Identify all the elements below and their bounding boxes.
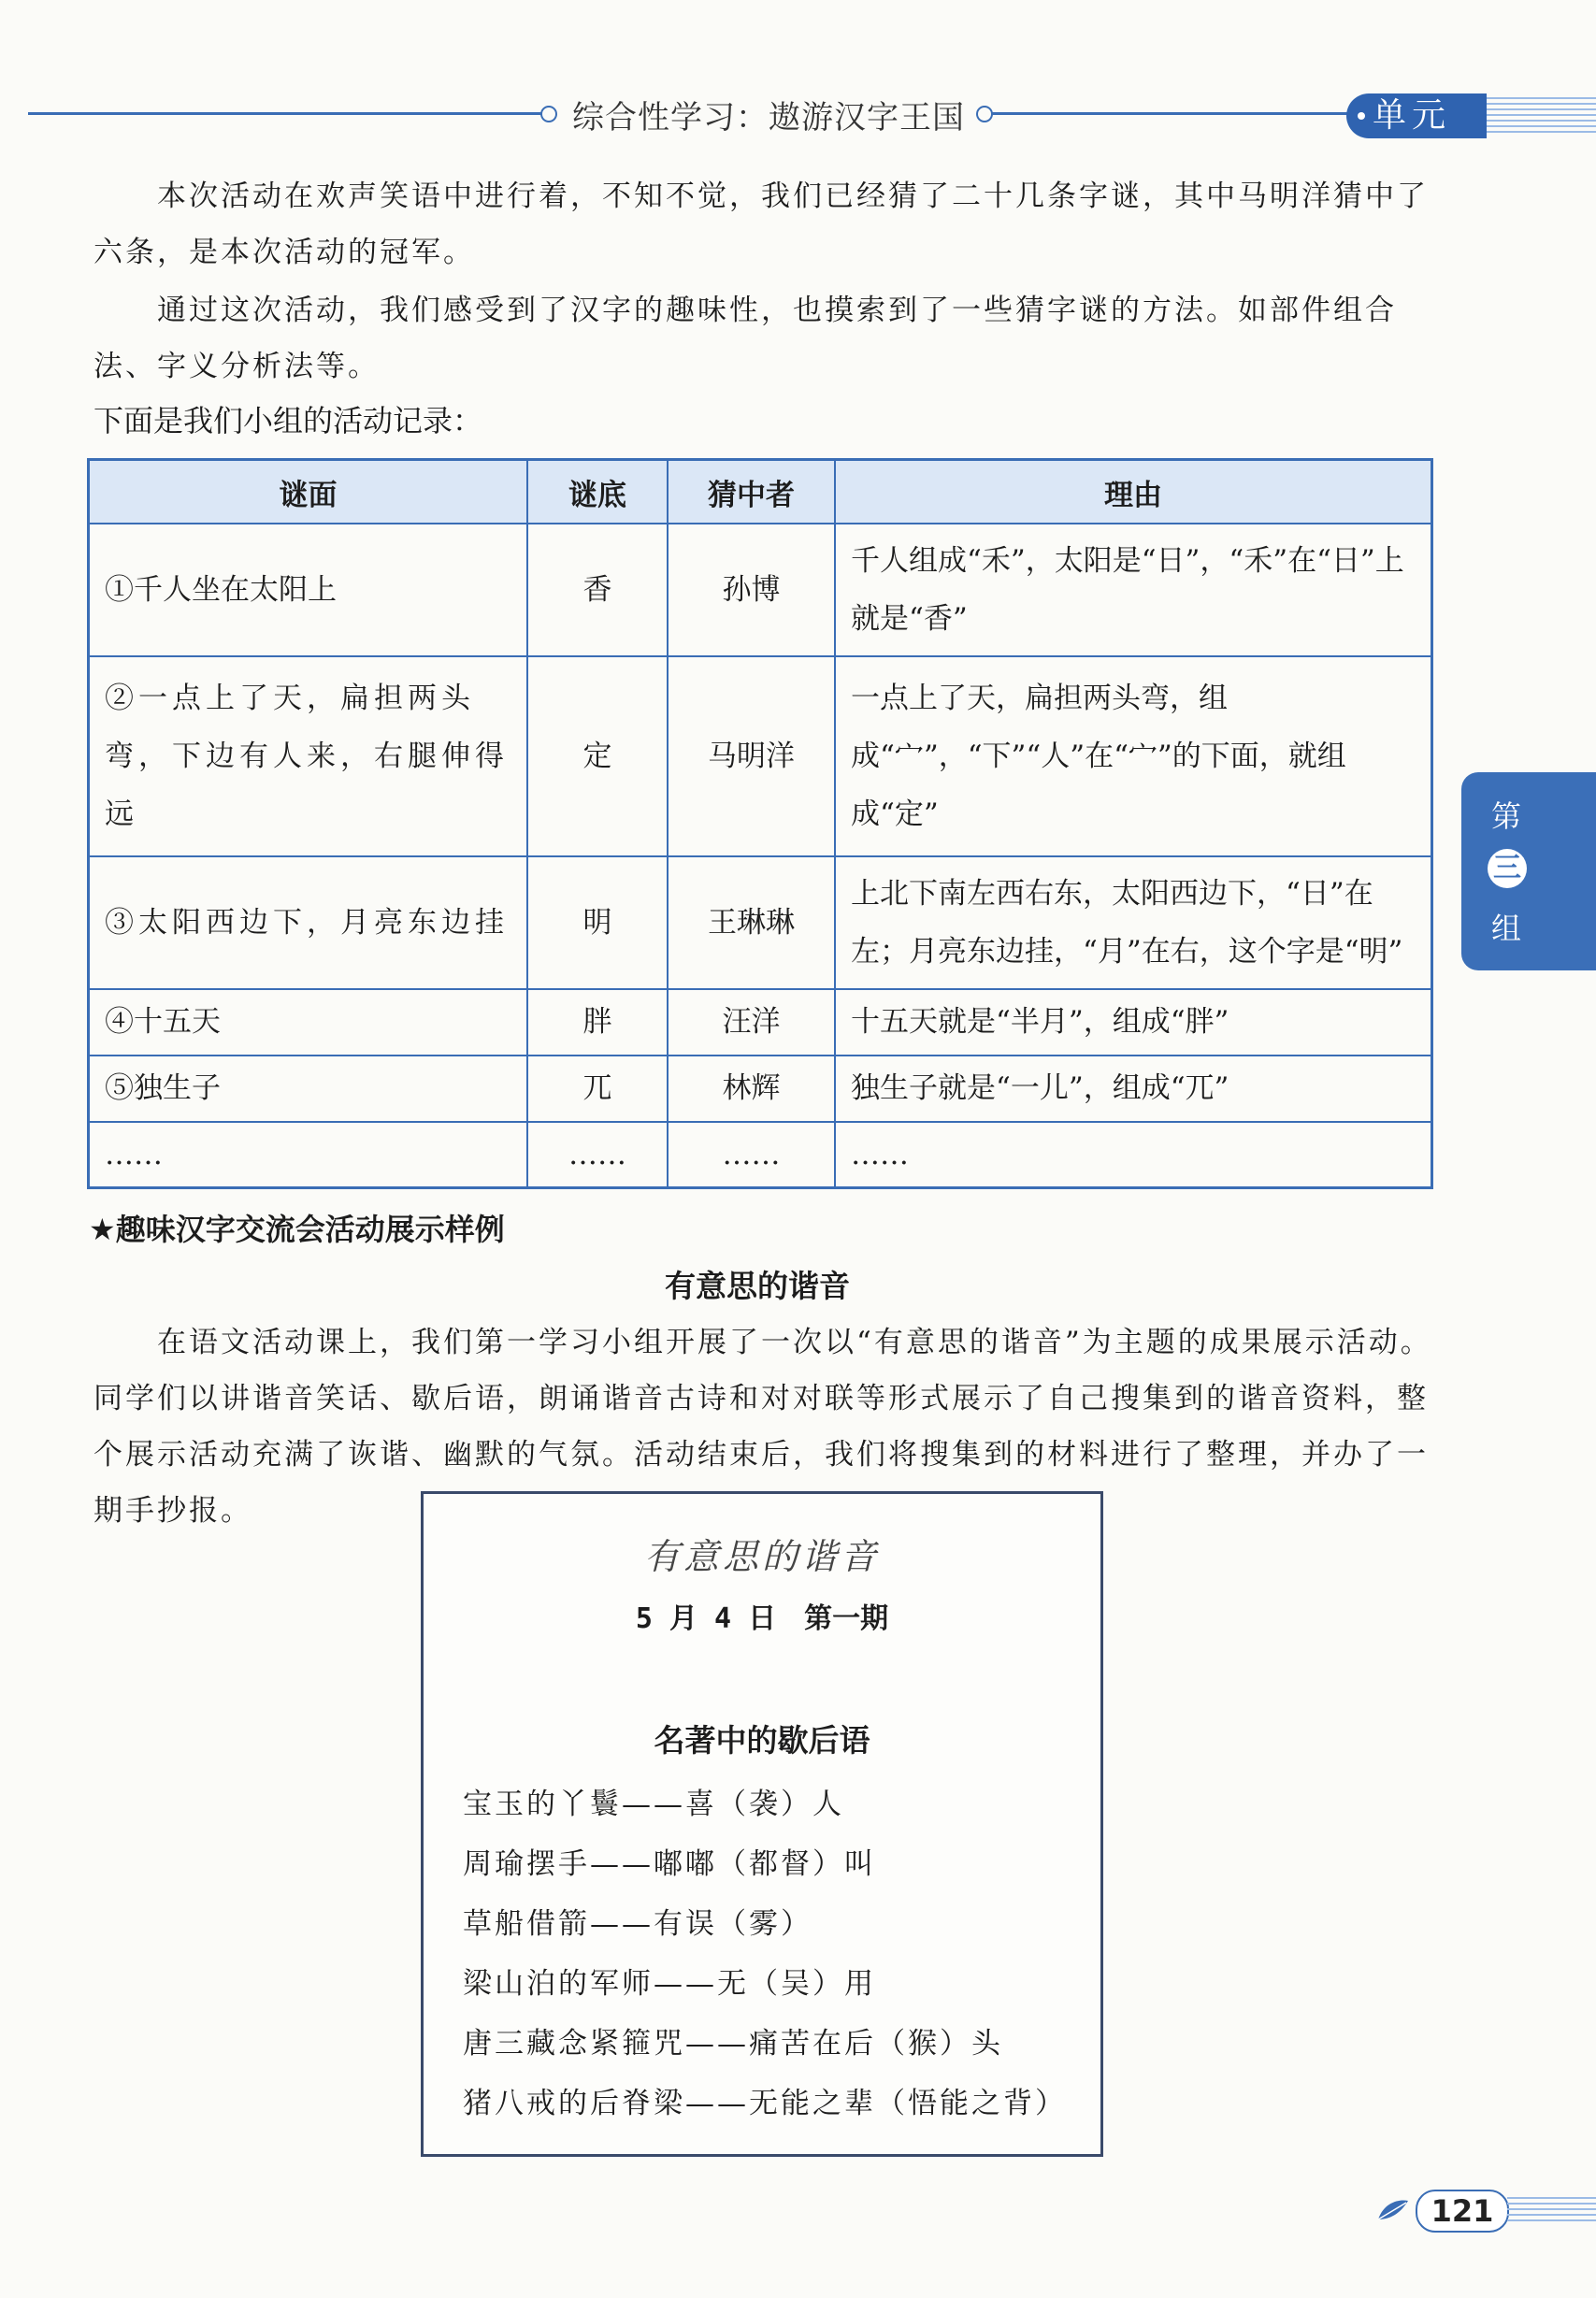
side-tab-number: 三: [1488, 849, 1527, 888]
header-stripes: [1487, 97, 1596, 136]
header-cell-riddle: 谜面: [89, 460, 528, 524]
cell-answer: 兀: [527, 1056, 668, 1122]
cell-riddle: ③太阳西边下，月亮东边挂: [89, 856, 528, 989]
article-title: 有意思的谐音: [665, 1268, 850, 1304]
table-row: [89, 1056, 1432, 1122]
list-item: 草船借箭——有误（雾）: [463, 1907, 812, 1941]
header-cell-guesser: 猜中者: [668, 460, 835, 524]
table-row: [89, 1122, 1432, 1188]
cell-guesser: ……: [668, 1122, 835, 1188]
paragraph-methods: 通过这次活动，我们感受到了汉字的趣味性，也摸索到了一些猜字谜的方法。如部件组合法、字义分析法等。: [93, 294, 1397, 383]
header-cell-answer: 谜底: [527, 460, 668, 524]
paragraph-showcase: 在语文活动课上，我们第一学习小组开展了一次以“有意思的谐音”为主题的成果展示活动。同学们以讲谐音笑话、歇后语，朗诵谐音古诗和对对联等形式展示了自己搜集到的谐音资料，整个展示活动充满了诙谐、幽默的气氛。活动结束后，我们将搜集到的材料进行了整理，并办了一期手抄报。: [93, 1326, 1432, 1528]
cell-riddle: ……: [89, 1122, 528, 1188]
table-row: [89, 524, 1432, 656]
list-item: 周瑜摆手——嘟嘟（都督）叫: [463, 1847, 876, 1881]
table-header-row: [89, 460, 1432, 524]
cell-guesser: 林辉: [668, 1056, 835, 1122]
cell-answer: 定: [527, 656, 668, 857]
showcase-heading: ★趣味汉字交流会活动展示样例: [89, 1212, 505, 1247]
list-item: 梁山泊的军师——无（吴）用: [463, 1967, 876, 2001]
newspaper-date: 5 月 4 日 第一期: [635, 1602, 889, 1635]
cell-reason: ……: [835, 1122, 1432, 1188]
newspaper-section-title: 名著中的歇后语: [654, 1722, 870, 1759]
cell-answer: 香: [527, 524, 668, 656]
cell-riddle: ①千人坐在太阳上: [89, 524, 528, 656]
paragraph-summary: 本次活动在欢声笑语中进行着，不知不觉，我们已经猜了二十几条字谜，其中马明洋猜中了六条，是本次活动的冠军。: [93, 180, 1429, 269]
table-lead-text: 下面是我们小组的活动记录：: [93, 403, 483, 438]
footer-stripes: [1507, 2197, 1596, 2225]
cell-answer: 明: [527, 856, 668, 989]
side-tab-prefix: 第: [1491, 798, 1522, 834]
header-rule-left: [28, 112, 552, 115]
badge-dot-icon: [1358, 112, 1365, 120]
side-tab-suffix: 组: [1491, 911, 1522, 946]
cell-riddle: ⑤独生子: [89, 1056, 528, 1122]
cell-reason: 十五天就是“半月”，组成“胖”: [835, 989, 1432, 1056]
riddle-record-table: [87, 458, 1433, 1189]
cell-guesser: 马明洋: [668, 656, 835, 857]
header-rule-right: [991, 112, 1365, 115]
group-side-tab: [1461, 772, 1596, 970]
table-row: [89, 856, 1432, 989]
cell-riddle: ②一点上了天，扁担两头弯，下边有人来，右腿伸得远: [89, 656, 528, 857]
leaf-icon: [1374, 2195, 1412, 2223]
cell-reason: 一点上了天，扁担两头弯，组成“宀”，“下”“人”在“宀”的下面，就组成“定”: [835, 656, 1432, 857]
list-item: 猪八戒的后脊梁——无能之辈（悟能之背）: [463, 2087, 1067, 2120]
list-item: 唐三藏念紧箍咒——痛苦在后（猴）头: [463, 2027, 1003, 2061]
newspaper-title: 有意思的谐音: [643, 1536, 880, 1577]
cell-riddle: ④十五天: [89, 989, 528, 1056]
xiehouyu-list: [463, 1774, 1080, 2133]
page-number: 121: [1416, 2190, 1509, 2233]
table-row: [89, 989, 1432, 1056]
header-title: 综合性学习：遨游汉字王国: [572, 99, 965, 136]
cell-answer: ……: [527, 1122, 668, 1188]
handwritten-newspaper-box: [421, 1491, 1103, 2157]
cell-guesser: 王琳琳: [668, 856, 835, 989]
unit-badge: 单元: [1346, 93, 1487, 138]
header-ornament-circle: [540, 106, 557, 122]
cell-guesser: 孙博: [668, 524, 835, 656]
cell-answer: 胖: [527, 989, 668, 1056]
header-cell-reason: 理由: [835, 460, 1432, 524]
list-item: 宝玉的丫鬟——喜（袭）人: [463, 1788, 844, 1821]
cell-reason: 独生子就是“一儿”，组成“兀”: [835, 1056, 1432, 1122]
table-row: [89, 656, 1432, 857]
cell-guesser: 汪洋: [668, 989, 835, 1056]
cell-reason: 千人组成“禾”，太阳是“日”，“禾”在“日”上就是“香”: [835, 524, 1432, 656]
cell-reason: 上北下南左西右东，太阳西边下，“日”在左；月亮东边挂，“月”在右，这个字是“明”: [835, 856, 1432, 989]
